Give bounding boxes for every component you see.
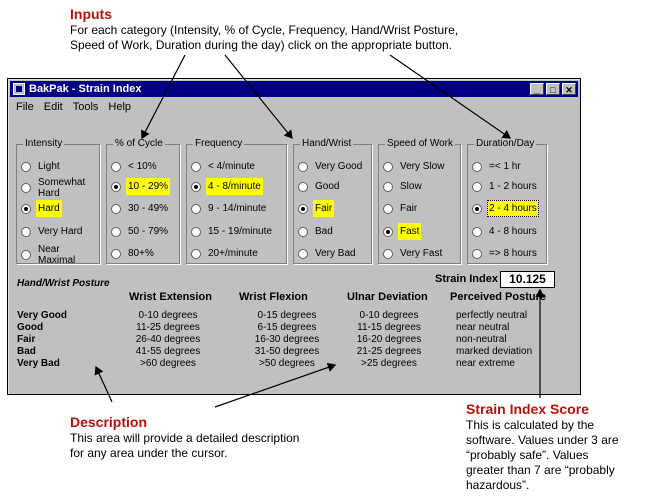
app-icon <box>13 83 25 95</box>
posture-row-label: Very Good <box>17 310 68 321</box>
posture-cell: >25 degrees <box>361 358 417 369</box>
posture-cell: perfectly neutral <box>456 310 528 321</box>
description-annotation-text <box>70 431 299 461</box>
group-3 <box>186 138 287 264</box>
col-wrist-flexion: Wrist Flexion <box>239 291 308 303</box>
radio-option-label: Fair <box>400 203 418 214</box>
minimize-button[interactable]: _ <box>530 83 544 95</box>
group-label: Duration/Day <box>476 138 535 149</box>
radio-option-label: Light <box>38 161 60 172</box>
radio-empty-icon[interactable] <box>472 182 482 192</box>
radio-empty-icon[interactable] <box>472 249 482 259</box>
radio-option-label: 4 - 8 hours <box>489 226 537 237</box>
radio-selected-icon[interactable] <box>191 182 201 192</box>
radio-empty-icon[interactable] <box>111 249 121 259</box>
col-wrist-extension: Wrist Extension <box>129 291 212 303</box>
radio-option[interactable] <box>472 223 539 240</box>
radio-option-label: Slow <box>400 181 422 192</box>
radio-option[interactable] <box>21 174 88 202</box>
description-annotation-line-2: for any area under the cursor. <box>70 446 228 460</box>
inputs-annotation-line-2: Speed of Work, Duration during the day) click on the appropriate button. <box>70 38 453 52</box>
radio-option-label: 4 - 8/minute <box>206 178 263 195</box>
radio-option-label: 1 - 2 hours <box>489 181 537 192</box>
radio-empty-icon[interactable] <box>383 204 393 214</box>
radio-empty-icon[interactable] <box>191 204 201 214</box>
posture-row-label: Good <box>17 322 44 333</box>
radio-option-label: 80+% <box>128 248 154 259</box>
strain-score-annotation-line-3: “probably safe”. Values <box>466 448 589 462</box>
posture-cell: marked deviation <box>456 346 533 357</box>
radio-option-label: < 10% <box>128 161 157 172</box>
radio-empty-icon[interactable] <box>191 227 201 237</box>
radio-empty-icon[interactable] <box>21 250 31 260</box>
strain-index-label: Strain Index <box>435 273 498 285</box>
radio-option-label: 50 - 79% <box>128 226 169 237</box>
posture-cell: >60 degrees <box>140 358 196 369</box>
posture-cell: 41-55 degrees <box>135 346 201 357</box>
strain-score-annotation-line-4: greater than 7 are “probably <box>466 463 615 477</box>
group-5 <box>378 138 461 264</box>
group-label: Hand/Wrist <box>302 138 352 149</box>
radio-option-label: 20+/minute <box>208 248 258 259</box>
posture-cell: 11-15 degrees <box>357 322 421 333</box>
radio-option[interactable] <box>472 158 523 175</box>
radio-option[interactable] <box>111 245 156 262</box>
col-perceived-posture: Perceived Posture <box>450 291 546 303</box>
posture-cell: near extreme <box>456 358 515 369</box>
radio-option-label: Near Maximal <box>38 244 76 266</box>
strain-score-annotation-text <box>466 418 619 493</box>
radio-empty-icon[interactable] <box>111 162 121 172</box>
radio-empty-icon[interactable] <box>298 162 308 172</box>
posture-cell: 11-25 degrees <box>136 322 200 333</box>
inputs-annotation-line-1: For each category (Intensity, % of Cycle, Frequency, Hand/Wrist Posture, <box>70 23 459 37</box>
menu-file[interactable]: File <box>16 101 34 113</box>
radio-option-label: 9 - 14/minute <box>208 203 267 214</box>
posture-cell: 0-10 degrees <box>359 310 419 321</box>
radio-option[interactable] <box>298 158 364 175</box>
group-1 <box>16 138 100 266</box>
radio-option[interactable] <box>383 223 421 240</box>
inputs-annotation-title: Inputs <box>70 6 112 22</box>
radio-option[interactable] <box>21 158 62 175</box>
posture-row-label: Fair <box>17 334 36 345</box>
radio-option-label: Hard <box>36 200 62 217</box>
strain-score-annotation-line-1: This is calculated by the <box>466 418 595 432</box>
posture-cell: 21-25 degrees <box>356 346 422 357</box>
posture-table-title: Hand/Wrist Posture <box>17 278 110 289</box>
radio-option[interactable] <box>21 241 88 269</box>
radio-option-label: Very Fast <box>400 248 443 259</box>
inputs-annotation-text <box>70 23 458 53</box>
radio-selected-icon[interactable] <box>383 227 393 237</box>
radio-option-label: Somewhat Hard <box>38 177 86 199</box>
radio-option-label: Good <box>315 181 340 192</box>
strain-score-annotation-line-5: hazardous”. <box>466 478 530 492</box>
radio-option-label: =< 1 hr <box>489 161 521 172</box>
radio-empty-icon[interactable] <box>21 162 31 172</box>
radio-option[interactable] <box>298 200 334 217</box>
radio-empty-icon[interactable] <box>111 227 121 237</box>
strain-index-window <box>7 78 581 395</box>
description-annotation-line-1: This area will provide a detailed description <box>70 431 300 445</box>
radio-empty-icon[interactable] <box>383 162 393 172</box>
menu-tools[interactable]: Tools <box>72 101 99 113</box>
radio-option[interactable] <box>472 245 539 262</box>
posture-cell: 26-40 degrees <box>135 334 201 345</box>
radio-selected-icon[interactable] <box>472 204 482 214</box>
radio-empty-icon[interactable] <box>298 249 308 259</box>
strain-score-annotation-title: Strain Index Score <box>466 401 589 417</box>
group-label: Intensity <box>25 138 63 149</box>
radio-option[interactable] <box>298 178 341 195</box>
close-button[interactable]: ✕ <box>562 83 576 95</box>
title-bar <box>10 81 578 97</box>
posture-row-label: Bad <box>17 346 36 357</box>
radio-option[interactable] <box>191 245 260 262</box>
radio-option-label: 15 - 19/minute <box>208 226 272 237</box>
group-label: Frequency <box>195 138 243 149</box>
radio-empty-icon[interactable] <box>383 249 393 259</box>
radio-option[interactable] <box>111 200 170 217</box>
window-title: BakPak - Strain Index <box>29 83 142 95</box>
radio-option-label: 2 - 4 hours <box>487 200 539 217</box>
radio-selected-icon[interactable] <box>21 204 31 214</box>
radio-option[interactable] <box>298 245 358 262</box>
posture-cell: non-neutral <box>456 334 507 345</box>
radio-option[interactable] <box>472 178 539 195</box>
menu-bar <box>10 99 578 115</box>
radio-option[interactable] <box>191 178 263 195</box>
col-ulnar-deviation: Ulnar Deviation <box>347 291 428 303</box>
posture-cell: 16-30 degrees <box>254 334 320 345</box>
radio-option[interactable] <box>111 158 159 175</box>
group-label: % of Cycle <box>115 138 163 149</box>
radio-selected-icon[interactable] <box>111 182 121 192</box>
radio-option[interactable] <box>472 200 539 217</box>
radio-empty-icon[interactable] <box>191 162 201 172</box>
posture-cell: 0-15 degrees <box>257 310 317 321</box>
radio-option[interactable] <box>191 223 274 240</box>
radio-empty-icon[interactable] <box>472 162 482 172</box>
group-2 <box>106 138 180 264</box>
posture-cell: 6-15 degrees <box>257 322 317 333</box>
radio-option-label: < 4/minute <box>208 161 255 172</box>
posture-row-label: Very Bad <box>17 358 60 369</box>
radio-option-label: Very Slow <box>400 161 445 172</box>
posture-cell: 31-50 degrees <box>254 346 320 357</box>
radio-option-label: Very Good <box>315 161 363 172</box>
posture-cell: >50 degrees <box>259 358 315 369</box>
group-6 <box>467 138 547 264</box>
radio-option-label: => 8 hours <box>489 248 537 259</box>
strain-score-annotation-line-2: software. Values under 3 are <box>466 433 619 447</box>
menu-help[interactable]: Help <box>108 101 132 113</box>
radio-option[interactable] <box>111 223 170 240</box>
radio-option-label: 30 - 49% <box>128 203 169 214</box>
radio-empty-icon[interactable] <box>21 183 31 193</box>
radio-empty-icon[interactable] <box>472 227 482 237</box>
strain-index-value: 10.125 <box>500 271 555 288</box>
group-4 <box>293 138 372 264</box>
radio-option-label: 10 - 29% <box>126 178 170 195</box>
radio-empty-icon[interactable] <box>298 182 308 192</box>
radio-empty-icon[interactable] <box>111 204 121 214</box>
radio-option[interactable] <box>383 200 419 217</box>
radio-option[interactable] <box>111 178 170 195</box>
radio-option[interactable] <box>383 245 444 262</box>
posture-cell: near neutral <box>456 322 510 333</box>
radio-option-label: Fair <box>313 200 334 217</box>
radio-option[interactable] <box>21 200 62 217</box>
radio-option-label: Fast <box>398 223 421 240</box>
radio-option[interactable] <box>191 200 268 217</box>
maximize-button[interactable]: □ <box>546 83 560 95</box>
radio-option[interactable] <box>383 178 424 195</box>
radio-empty-icon[interactable] <box>21 227 31 237</box>
radio-option[interactable] <box>383 158 446 175</box>
menu-edit[interactable]: Edit <box>43 101 63 113</box>
radio-empty-icon[interactable] <box>191 249 201 259</box>
radio-option[interactable] <box>191 158 257 175</box>
radio-option[interactable] <box>298 223 335 240</box>
posture-cell: 0-10 degrees <box>138 310 198 321</box>
description-annotation-title: Description <box>70 414 148 430</box>
group-label: Speed of Work <box>387 138 453 149</box>
radio-selected-icon[interactable] <box>298 204 308 214</box>
radio-option-label: Very Hard <box>38 226 83 237</box>
radio-empty-icon[interactable] <box>298 227 308 237</box>
radio-option-label: Very Bad <box>315 248 356 259</box>
radio-empty-icon[interactable] <box>383 182 393 192</box>
posture-cell: 16-20 degrees <box>356 334 422 345</box>
radio-option[interactable] <box>21 223 84 240</box>
radio-option-label: Bad <box>315 226 333 237</box>
